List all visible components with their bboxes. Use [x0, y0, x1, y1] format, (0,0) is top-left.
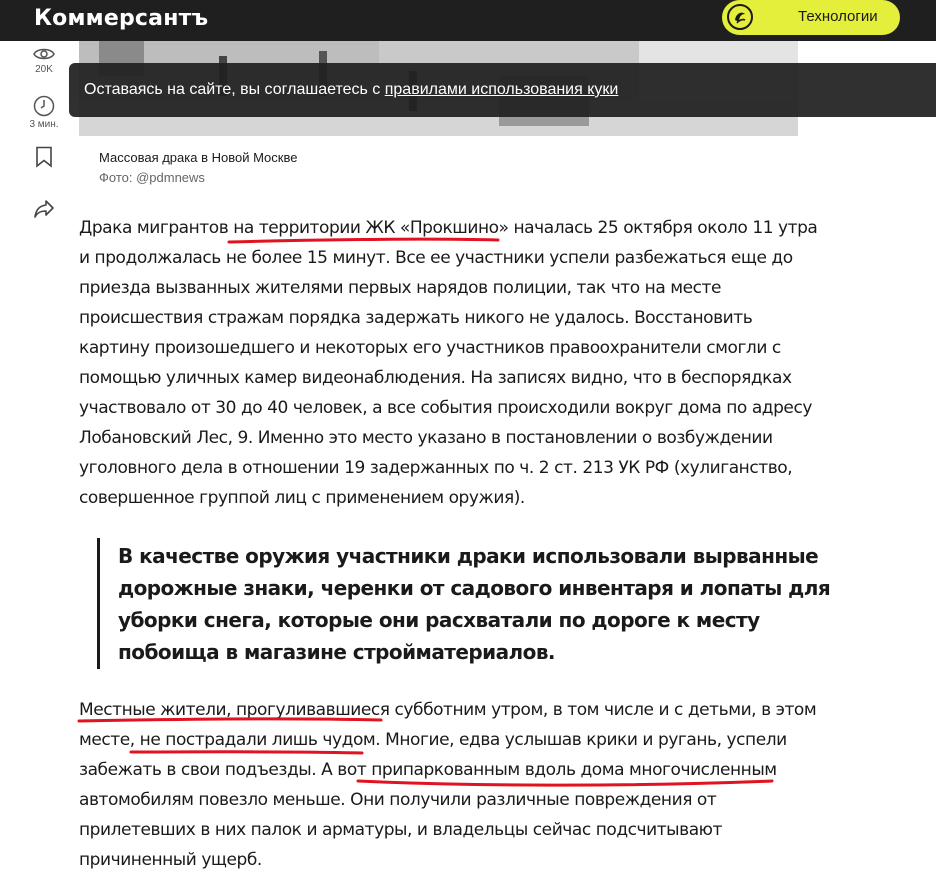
site-header — [0, 0, 936, 41]
text-line: участвовало от 30 до 40 человек, а все события происходили вокруг дома по адресу — [79, 398, 812, 418]
text-line: совершенное группой лиц с применением оружия). — [79, 488, 525, 508]
quote-line: уборки снега, которые они расхватали по дороге к месту — [118, 608, 760, 632]
text-line: Местные жители, прогуливавшиеся субботним утром, в том числе и с детьми, в этом — [79, 700, 817, 720]
rubric-button[interactable] — [722, 0, 900, 35]
rubric-label: Технологии — [798, 8, 878, 25]
views-counter — [24, 46, 64, 75]
cookie-message: Оставаясь на сайте, вы соглашаетесь с — [84, 81, 385, 98]
views-count: 20K — [35, 64, 53, 75]
text-line: автомобилям повезло меньше. Они получили различные повреждения от — [79, 790, 717, 810]
cookie-policy-link[interactable]: правилами использования куки — [384, 81, 619, 98]
text-line: уголовного дела в отношении 19 задержанных по ч. 2 ст. 213 УК РФ (хулиганство, — [79, 458, 793, 478]
blockquote-text — [118, 540, 830, 668]
quote-line: дорожные знаки, черенки от садового инвентаря и лопаты для — [118, 576, 831, 600]
text-line: картину произошедшего и некоторых его участников правоохранители смогли с — [79, 338, 781, 358]
bookmark-icon — [34, 146, 54, 168]
text-line: причиненный ущерб. — [79, 850, 262, 870]
article-blockquote — [97, 538, 831, 669]
photo-credit: Фото: @pdmnews — [99, 170, 205, 185]
text-line: Драка мигрантов на территории ЖК «Прокшино» началась 25 октября около 11 утра — [79, 218, 818, 238]
quote-line: побоища в магазине стройматериалов. — [118, 640, 555, 664]
photo-caption: Массовая драка в Новой Москве — [99, 150, 298, 165]
text-line: месте, не пострадали лишь чудом. Многие, едва услышав крики и ругань, успели — [79, 730, 787, 750]
article-paragraph-1 — [79, 213, 818, 513]
bookmark-button[interactable] — [24, 146, 64, 168]
text-line: приезда вызванных жителями первых нарядов полиции, так что на месте — [79, 278, 721, 298]
eye-icon — [33, 46, 55, 62]
article-paragraph-2 — [79, 695, 817, 875]
text-line: прилетевших в них палок и арматуры, и владельцы сейчас подсчитывают — [79, 820, 722, 840]
site-logo[interactable]: Коммерсантъ — [34, 6, 209, 31]
text-line: происшествия стражам порядка задержать никого не удалось. Восстановить — [79, 308, 753, 328]
rubric-emblem-icon — [726, 3, 754, 31]
text-line: забежать в свои подъезды. А вот припаркованным вдоль дома многочисленным — [79, 760, 777, 780]
clock-icon — [33, 95, 55, 117]
cookie-text — [84, 81, 618, 99]
text-line: помощью уличных камер видеонаблюдения. На записях видно, что в беспорядках — [79, 368, 792, 388]
quote-line: В качестве оружия участники драки использовали вырванные — [118, 544, 819, 568]
text-line: Лобановский Лес, 9. Именно это место указано в постановлении о возбуждении — [79, 428, 773, 448]
read-time — [24, 95, 64, 130]
share-button[interactable] — [24, 199, 64, 219]
share-icon — [33, 199, 55, 219]
text-line: и продолжалась не более 15 минут. Все ее участники успели разбежаться еще до — [79, 248, 793, 268]
cookie-banner — [69, 63, 936, 117]
read-time-label: 3 мин. — [29, 119, 59, 130]
